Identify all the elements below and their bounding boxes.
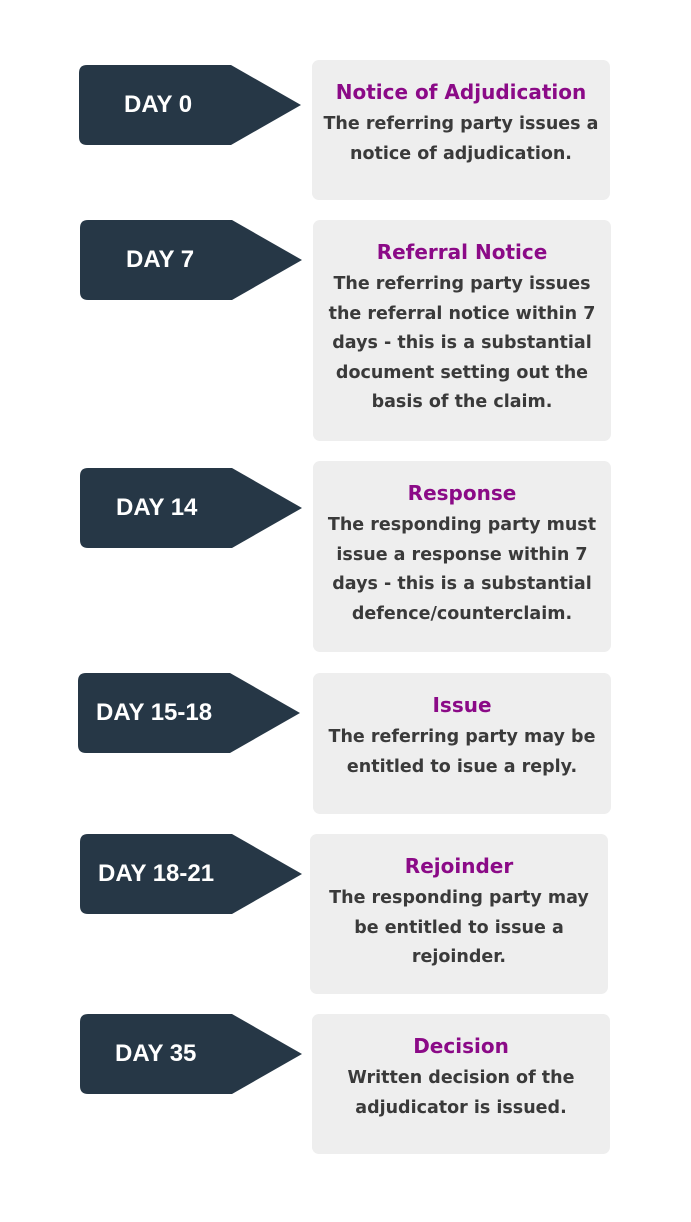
- step-description: [312, 1064, 610, 1123]
- step-card: [312, 1014, 610, 1154]
- day-tag: [80, 220, 302, 300]
- description-line: Written decision of the: [347, 1068, 575, 1088]
- step-title: Rejoinder: [404, 854, 514, 878]
- description-line: entitled to isue a reply.: [346, 756, 578, 777]
- description-line: basis of the claim.: [371, 392, 553, 412]
- step-card: [310, 834, 608, 994]
- day-label: DAY 18-21: [98, 860, 215, 887]
- step-title: Issue: [432, 693, 492, 717]
- description-line: The referring party issues: [333, 274, 591, 294]
- day-tag: [79, 65, 301, 145]
- description-line: adjudicator is issued.: [355, 1097, 567, 1118]
- description-line: rejoinder.: [411, 947, 507, 967]
- description-line: days - this is a substantial: [332, 574, 592, 594]
- step-card: [313, 461, 611, 652]
- description-line: the referral notice within 7: [328, 303, 596, 324]
- description-line: days - this is a substantial: [332, 333, 592, 353]
- day-label: DAY 7: [126, 246, 195, 273]
- day-label: DAY 14: [116, 494, 198, 521]
- description-line: be entitled to issue a: [354, 917, 564, 938]
- day-label: DAY 35: [115, 1040, 197, 1067]
- description-line: The responding party may: [329, 888, 589, 908]
- step-card: [312, 60, 610, 200]
- step-description: [312, 110, 610, 169]
- description-line: The referring party may be: [328, 727, 596, 747]
- day-label: DAY 0: [124, 91, 193, 118]
- step-title: Response: [407, 481, 517, 505]
- step-card: [313, 220, 611, 441]
- day-tag: [78, 673, 300, 753]
- day-tag: [80, 468, 302, 548]
- description-line: issue a response within 7: [336, 544, 588, 565]
- description-line: defence/counterclaim.: [351, 603, 573, 624]
- description-line: The responding party must: [327, 515, 597, 535]
- day-label: DAY 15-18: [96, 699, 213, 726]
- description-line: The referring party issues a: [323, 114, 599, 134]
- step-description: [313, 723, 611, 782]
- step-description: [313, 270, 611, 418]
- step-description: [310, 884, 608, 973]
- description-line: document setting out the: [335, 362, 589, 383]
- step-title: Decision: [413, 1034, 509, 1058]
- step-card: [313, 673, 611, 814]
- day-tag: [80, 834, 302, 914]
- step-title: Notice of Adjudication: [335, 80, 587, 104]
- step-title: Referral Notice: [376, 240, 548, 264]
- step-description: [313, 511, 611, 629]
- day-tag: [80, 1014, 302, 1094]
- description-line: notice of adjudication.: [350, 143, 572, 164]
